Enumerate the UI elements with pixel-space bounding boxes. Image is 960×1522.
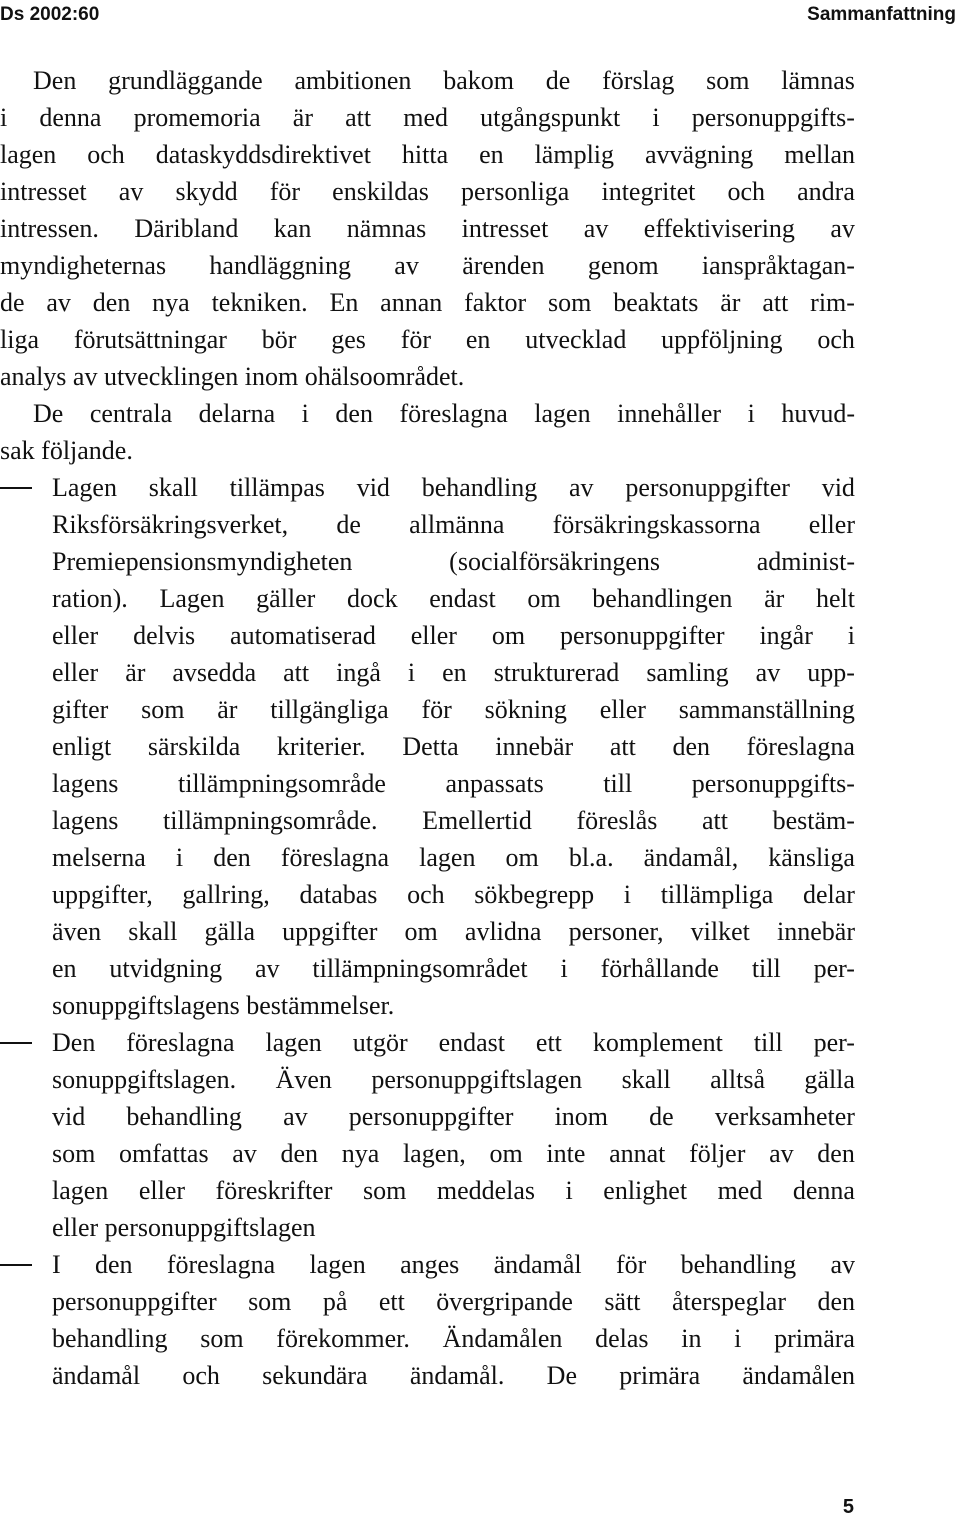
text-line: Riksförsäkringsverket, de allmänna försäkringskassorna eller xyxy=(52,510,855,539)
text-line: Den grundläggande ambitionen bakom de förslag som lämnas xyxy=(33,66,855,95)
text-line: som omfattas av den nya lagen, om inte annat följer av den xyxy=(52,1139,855,1168)
text-line: melserna i den föreslagna lagen om bl.a. ändamål, känsliga xyxy=(52,843,855,872)
text-line: även skall gälla uppgifter om avlidna personer, vilket innebär xyxy=(52,917,855,946)
document-id: Ds 2002:60 xyxy=(0,4,100,25)
text-line: i denna promemoria är att med utgångspunkt i personuppgifts- xyxy=(0,103,855,132)
text-line: personuppgifter som på ett övergripande sätt återspeglar den xyxy=(52,1287,855,1316)
text-line: lagens tillämpningsområde. Emellertid föreslås att bestäm- xyxy=(52,806,855,835)
text-line: eller personuppgiftslagen xyxy=(52,1213,316,1242)
text-line: de av den nya tekniken. En annan faktor som beaktats är att rim- xyxy=(0,288,855,317)
text-line: lagens tillämpningsområde anpassats till personuppgifts- xyxy=(52,769,855,798)
dash-bullet xyxy=(0,1042,32,1044)
dash-bullet xyxy=(0,1264,32,1266)
list-item-line xyxy=(0,1024,855,1061)
text-span: Lagen skall tillämpas vid behandling av personuppgifter vid xyxy=(52,473,855,502)
text-line: ration). Lagen gäller dock endast om behandlingen är helt xyxy=(52,584,855,613)
text-line: myndigheternas handläggning av ärenden genom ianspråktagan- xyxy=(0,251,855,280)
text-line: gifter som är tillgängliga för sökning eller sammanställning xyxy=(52,695,855,724)
text-line: eller är avsedda att ingå i en strukturerad samling av upp- xyxy=(52,658,855,687)
text-line: sonuppgiftslagens bestämmelser. xyxy=(52,991,395,1020)
text-line: ändamål och sekundära ändamål. De primära ändamålen xyxy=(52,1361,855,1390)
page-number: 5 xyxy=(842,1496,854,1518)
text-line: eller delvis automatiserad eller om personuppgifter ingår i xyxy=(52,621,855,650)
text-line: intresset av skydd för enskildas personliga integritet och andra xyxy=(0,177,855,206)
text-line: sak följande. xyxy=(0,436,133,465)
text-line: lagen och dataskyddsdirektivet hitta en lämplig avvägning mellan xyxy=(0,140,855,169)
text-line: De centrala delarna i den föreslagna lagen innehåller i huvud- xyxy=(33,399,855,428)
text-line: behandling som förekommer. Ändamålen delas in i primära xyxy=(52,1324,855,1353)
dash-bullet xyxy=(0,487,32,489)
text-span: Den föreslagna lagen utgör endast ett komplement till per- xyxy=(52,1028,855,1057)
section-title: Sammanfattning xyxy=(807,4,956,25)
text-line: lagen eller föreskrifter som meddelas i enlighet med denna xyxy=(52,1176,855,1205)
text-span: I den föreslagna lagen anges ändamål för behandling av xyxy=(52,1250,855,1279)
text-line: liga förutsättningar bör ges för en utvecklad uppföljning och xyxy=(0,325,855,354)
text-line: vid behandling av personuppgifter inom de verksamheter xyxy=(52,1102,855,1131)
body-text xyxy=(0,62,855,1394)
text-line: en utvidgning av tillämpningsområdet i förhållande till per- xyxy=(52,954,855,983)
list-item-line xyxy=(0,1246,855,1283)
text-line: Premiepensionsmyndigheten (socialförsäkringens administ- xyxy=(52,547,855,576)
text-line: intressen. Däribland kan nämnas intresset av effektivisering av xyxy=(0,214,855,243)
text-line: analys av utvecklingen inom ohälsoområdet. xyxy=(0,362,465,391)
text-line: sonuppgiftslagen. Även personuppgiftslagen skall alltså gälla xyxy=(52,1065,855,1094)
text-line: uppgifter, gallring, databas och sökbegrepp i tillämpliga delar xyxy=(52,880,855,909)
list-item-line xyxy=(0,469,855,506)
text-line: enligt särskilda kriterier. Detta innebär att den föreslagna xyxy=(52,732,855,761)
